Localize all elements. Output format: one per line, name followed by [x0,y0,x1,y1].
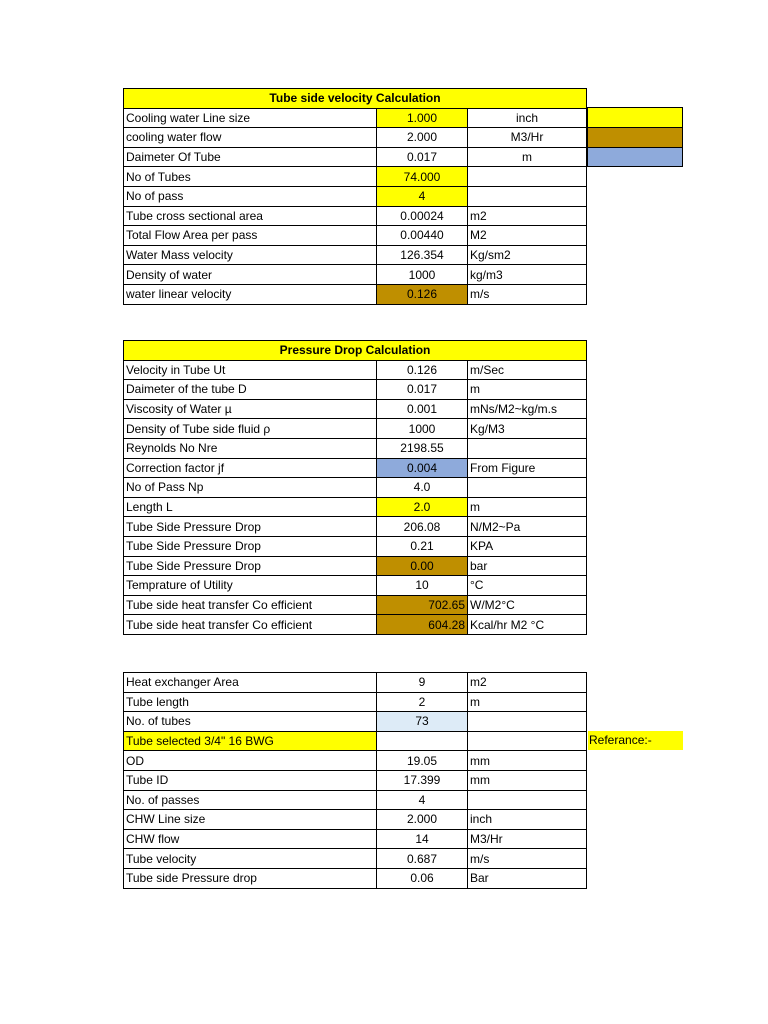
table-row [124,692,587,712]
cell-unit[interactable]: mm [468,751,587,771]
cell-unit[interactable]: mNs/M2~kg/m.s [468,399,587,419]
table-row [124,868,587,888]
cell-unit[interactable]: From Figure [468,458,587,478]
cell-value[interactable]: 0.017 [377,147,468,167]
pressure-table [123,340,587,635]
cell-value[interactable]: 10 [377,576,468,596]
table-row [124,673,587,693]
cell-value[interactable]: 74.000 [377,167,468,187]
cell-unit[interactable]: m [468,147,587,167]
cell-label[interactable]: Tube side Pressure drop [124,868,377,888]
table-row [124,458,587,478]
cell-label[interactable]: Tube Side Pressure Drop [124,556,377,576]
table-row [124,751,587,771]
cell-unit[interactable] [468,167,587,187]
cell-value[interactable]: 0.21 [377,536,468,556]
table-header-row [124,341,587,361]
cell-value[interactable]: 1000 [377,265,468,285]
cell-value[interactable]: 19.05 [377,751,468,771]
cell-value[interactable]: 702.65 [377,595,468,615]
pressure-title[interactable]: Pressure Drop Calculation [124,341,587,361]
cell-value[interactable]: 4 [377,186,468,206]
cell-unit[interactable]: m2 [468,673,587,693]
cell-value[interactable]: 0.017 [377,380,468,400]
cell-unit[interactable]: m [468,380,587,400]
table-row [124,517,587,537]
cell-label[interactable]: CHW flow [124,829,377,849]
cell-label[interactable]: Daimeter Of Tube [124,147,377,167]
cell-value[interactable]: 0.001 [377,399,468,419]
cell-unit[interactable]: m [468,497,587,517]
table-row [124,108,587,128]
table-row [124,790,587,810]
cell-label[interactable]: Reynolds No Nre [124,438,377,458]
cell-value[interactable]: 2 [377,692,468,712]
table-row [124,399,587,419]
table-row [124,536,587,556]
table-row [124,419,587,439]
cell-value[interactable]: 1000 [377,419,468,439]
cell-value[interactable]: 0.00440 [377,226,468,246]
cell-label[interactable]: Tube cross sectional area [124,206,377,226]
cell-label[interactable]: No of Tubes [124,167,377,187]
cell-unit[interactable]: N/M2~Pa [468,517,587,537]
cell-value[interactable]: 2.000 [377,810,468,830]
cell-label[interactable]: Tube length [124,692,377,712]
cell-unit[interactable]: M3/Hr [468,829,587,849]
table-row [124,829,587,849]
cell-unit[interactable]: m2 [468,206,587,226]
legend-swatch-gold[interactable] [587,127,683,148]
table-row [124,128,587,148]
cell-label[interactable]: Daimeter of the tube D [124,380,377,400]
cell-label[interactable]: No. of tubes [124,712,377,732]
legend-swatch-yellow[interactable] [587,107,683,128]
cell-label[interactable]: CHW Line size [124,810,377,830]
cell-label[interactable]: OD [124,751,377,771]
cell-value[interactable]: 14 [377,829,468,849]
cell-value[interactable]: 73 [377,712,468,732]
cell-value[interactable] [377,731,468,751]
cell-value[interactable]: 2.000 [377,128,468,148]
exchanger-table [123,672,587,889]
reference-cell[interactable]: Referance:- [588,731,683,750]
cell-unit[interactable]: Kcal/hr M2 °C [468,615,587,635]
table-row [124,731,587,751]
cell-value[interactable]: 2.0 [377,497,468,517]
table-row [124,595,587,615]
cell-value[interactable]: 0.00024 [377,206,468,226]
cell-unit[interactable]: bar [468,556,587,576]
table-row [124,380,587,400]
cell-unit[interactable]: W/M2°C [468,595,587,615]
table-row [124,810,587,830]
cell-label[interactable]: Tube Side Pressure Drop [124,517,377,537]
cell-value[interactable]: 0.687 [377,849,468,869]
cell-unit[interactable]: m/Sec [468,360,587,380]
cell-value[interactable]: 604.28 [377,615,468,635]
table-row [124,186,587,206]
cell-unit[interactable]: inch [468,810,587,830]
table-row [124,226,587,246]
cell-label[interactable]: water linear velocity [124,284,377,304]
cell-value[interactable]: 2198.55 [377,438,468,458]
table-row [124,167,587,187]
table-row [124,478,587,498]
table-row [124,849,587,869]
cell-value[interactable]: 0.126 [377,284,468,304]
table-row [124,284,587,304]
cell-value[interactable]: 126.354 [377,245,468,265]
table-row [124,360,587,380]
cell-unit[interactable]: Bar [468,868,587,888]
cell-label[interactable]: Density of water [124,265,377,285]
table-row [124,556,587,576]
cell-unit[interactable]: m [468,692,587,712]
velocity-title[interactable]: Tube side velocity Calculation [124,89,587,109]
cell-label[interactable]: Tube ID [124,770,377,790]
table-row [124,497,587,517]
cell-unit[interactable]: KPA [468,536,587,556]
cell-label[interactable]: Cooling water Line size [124,108,377,128]
cell-unit[interactable] [468,438,587,458]
cell-unit[interactable] [468,186,587,206]
table-row [124,206,587,226]
cell-label[interactable]: Viscosity of Water µ [124,399,377,419]
cell-label[interactable]: No. of passes [124,790,377,810]
cell-label[interactable]: Velocity in Tube Ut [124,360,377,380]
cell-unit[interactable]: inch [468,108,587,128]
cell-unit[interactable]: kg/m3 [468,265,587,285]
cell-value[interactable]: 0.00 [377,556,468,576]
cell-unit[interactable] [468,712,587,732]
cell-unit[interactable]: m/s [468,284,587,304]
cell-unit[interactable]: m/s [468,849,587,869]
cell-unit[interactable]: mm [468,770,587,790]
table-row [124,265,587,285]
table-row [124,576,587,596]
cell-value[interactable]: 206.08 [377,517,468,537]
cell-unit[interactable]: M3/Hr [468,128,587,148]
cell-label[interactable]: cooling water flow [124,128,377,148]
table-row [124,147,587,167]
cell-label[interactable]: Temprature of Utility [124,576,377,596]
cell-label[interactable]: No of Pass Np [124,478,377,498]
cell-unit[interactable] [468,731,587,751]
cell-unit[interactable] [468,790,587,810]
table-header-row [124,89,587,109]
cell-unit[interactable]: Kg/sm2 [468,245,587,265]
cell-value[interactable]: 4.0 [377,478,468,498]
cell-label[interactable]: Density of Tube side fluid ρ [124,419,377,439]
cell-value[interactable]: 17.399 [377,770,468,790]
table-row [124,770,587,790]
cell-label[interactable]: Tube side heat transfer Co efficient [124,615,377,635]
table-row [124,615,587,635]
cell-value[interactable]: 0.126 [377,360,468,380]
cell-unit[interactable] [468,478,587,498]
legend-swatch-blue[interactable] [587,147,683,167]
velocity-table [123,88,587,305]
cell-label[interactable]: Tube velocity [124,849,377,869]
cell-label[interactable]: Correction factor jf [124,458,377,478]
cell-unit[interactable]: °C [468,576,587,596]
cell-label[interactable]: Tube selected 3/4" 16 BWG [124,731,377,751]
cell-label[interactable]: Tube side heat transfer Co efficient [124,595,377,615]
cell-label[interactable]: Length L [124,497,377,517]
cell-label[interactable]: Water Mass velocity [124,245,377,265]
cell-value[interactable]: 4 [377,790,468,810]
cell-value[interactable]: 9 [377,673,468,693]
table-row [124,438,587,458]
cell-label[interactable]: No of pass [124,186,377,206]
cell-label[interactable]: Total Flow Area per pass [124,226,377,246]
cell-unit[interactable]: M2 [468,226,587,246]
cell-value[interactable]: 0.004 [377,458,468,478]
table-row [124,245,587,265]
cell-label[interactable]: Tube Side Pressure Drop [124,536,377,556]
cell-unit[interactable]: Kg/M3 [468,419,587,439]
cell-value[interactable]: 0.06 [377,868,468,888]
table-row [124,712,587,732]
cell-label[interactable]: Heat exchanger Area [124,673,377,693]
cell-value[interactable]: 1.000 [377,108,468,128]
